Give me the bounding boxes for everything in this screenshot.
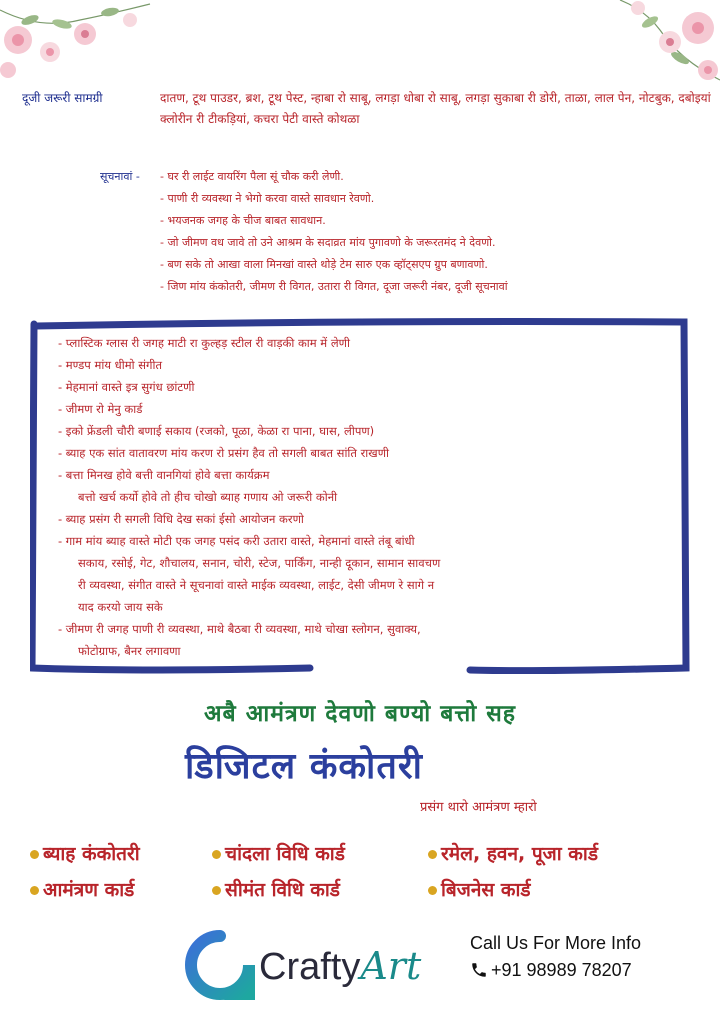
note-item: - भयजनक जगह के चीज बाबत सावधान. [160,214,326,227]
contact-info [470,933,710,981]
notes-label: सूचनावां - [100,170,140,183]
floral-corner-left [0,0,160,80]
bullet-icon [212,850,221,859]
bullet-icon [30,886,39,895]
note-item: - घर री लाईट वायरिंग पैला सूं चौक करी लेणी. [160,170,344,183]
tip-item: - मेहमानां वास्ते इत्र सुगंध छांटणी [58,380,195,394]
brand-name: CraftyArt [259,944,422,988]
card-type-item: रमेल, हवन, पूजा कार्ड [428,840,598,866]
note-item: - बण सके तो आखा वाला मिनखां वास्ते थोड़े टेम सारु एक व्हॉट्सएप ग्रुप बणावणो. [160,258,488,271]
card-type-item: बिजनेस कार्ड [428,876,531,902]
phone-icon [470,961,488,979]
tip-item: - मण्डप मांय धीमो संगीत [58,358,163,372]
craftyart-logo-icon [185,930,255,1000]
tip-item: सकाय, रसोई, गेट, शौचालय, सनान, चोरी, स्टेज, पार्किंग, नान्ही दूकान, सामान सावचण [78,556,441,570]
headline: अबै आमंत्रण देवणो बण्यो बत्तो सह [203,701,516,727]
contact-title: Call Us For More Info [470,933,642,953]
tip-item: - इको फ्रेंडली चौरी बणाई सकाय (रजको, पूळा, केळा रा पाना, घास, लीपण) [58,424,375,438]
tip-item: बत्तो खर्च कर्यो होवे तो हीच चोखो ब्याह गणाय ओ जरूरी कोनी [78,490,338,504]
floral-corner-right [610,0,720,95]
tip-item: री व्यवस्था, संगीत वास्ते ने सूचनावां वास्ते माईक व्यवस्था, लाईट, देसी जीमण रे सागे न [78,578,435,592]
tip-item: याद करयो जाय सके [78,600,163,614]
tips-list [58,332,658,662]
card-type-item: ब्याह कंकोतरी [30,840,140,866]
phone-number[interactable]: +91 98989 78207 [470,960,710,981]
bullet-icon [30,850,39,859]
notes-list [160,166,720,298]
tip-item: - ब्याह एक सांत वातावरण मांय करण रो प्रसंग हैव तो सगली बाबत सांति राखणी [58,446,389,460]
note-item: - पाणी री व्यवस्था ने भेगो करवा वास्ते सावधान रेवणो. [160,192,375,205]
tagline: प्रसंग थारो आमंत्रण म्हारो [420,800,537,815]
materials-label: दूजी जरूरी सामग्री [22,91,103,105]
card-type-item: आमंत्रण कार्ड [30,876,134,902]
bullet-icon [428,850,437,859]
craftyart-logo [185,930,455,1002]
tip-item: - प्लास्टिक ग्लास री जगह माटी रा कुल्हड़ स्टील री वाड़की काम में लेणी [58,336,350,350]
tip-item: - जीमण री जगह पाणी री व्यवस्था, माथे बैठबा री व्यवस्था, माथे चोखा स्लोगन, सुवाक्य, [58,622,421,636]
card-type-item: सीमंत विधि कार्ड [212,876,340,902]
bullet-icon [212,886,221,895]
tip-item: फोटोग्राफ, बैनर लगावणा [78,644,181,658]
bullet-icon [428,886,437,895]
tip-item: - ब्याह प्रसंग री सगली विधि देख सकां ईसो आयोजन करणो [58,512,304,526]
card-type-item: चांदला विधि कार्ड [212,840,345,866]
tip-item: - बत्ता मिनख होवे बत्ती वानगियां होवे बत्ता कार्यक्रम [58,468,270,482]
materials-text: दातण, टूथ पाउडर, ब्रश, टूथ पेस्ट, न्हाबा रो साबू, लगड़ा धोबा रो साबू, लगड़ा सुकाबा री डोरी, ताळा, लाल पेन, नोटबुक, दबोइयां क्लोरीन री टीकड़ियां, कचरा पेटी वास्ते कोथळा [160,91,711,126]
digital-title: डिजिटल कंकोतरी [185,746,423,787]
note-item: - जिण मांय कंकोतरी, जीमण री विगत, उतारा री विगत, दूजा जरूरी नंबर, दूजी सूचनावां [160,280,508,293]
tip-item: - गाम मांय ब्याह वास्ते मोटी एक जगह पसंद करी उतारा वास्ते, मेहमानां वास्ते तंबू बांधी [58,534,415,548]
tip-item: - जीमण रो मेनु कार्ड [58,402,143,416]
note-item: - जो जीमण वध जावे तो उने आश्रम के सदाव्रत मांय पुगावणो के जरूरतमंद ने देवणो. [160,236,496,249]
